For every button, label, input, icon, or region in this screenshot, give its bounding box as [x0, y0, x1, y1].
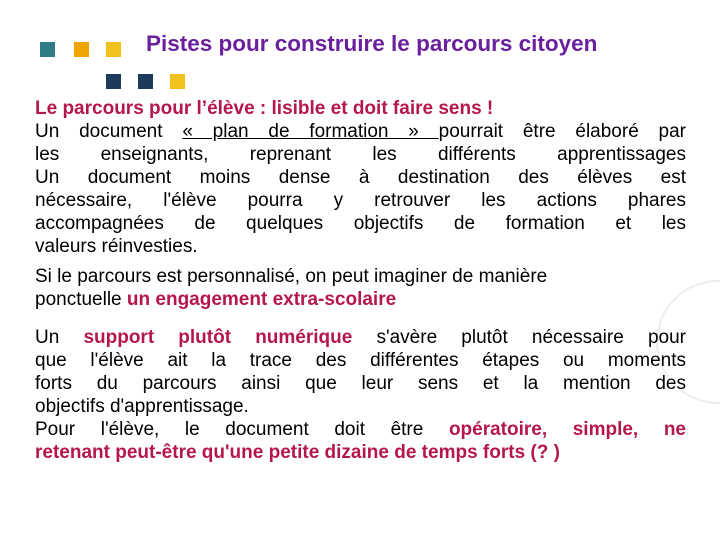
- para2-line: Si le parcours est personnalisé, on peut imaginer de manière: [35, 266, 548, 287]
- decor-square-navy: [138, 74, 153, 89]
- para1-heading: Le parcours pour l’élève : lisible et doit faire sens !: [35, 98, 494, 119]
- decor-square-yellow: [170, 74, 185, 89]
- highlight-operatoire: opératoire, simple, ne: [448, 419, 686, 440]
- text-span: s'avère plutôt nécessaire pour: [352, 327, 686, 348]
- para1-line: accompagnées de quelques objectifs de formation et les: [35, 213, 686, 234]
- para1-line: valeurs réinvesties.: [35, 236, 198, 257]
- decor-square-yellow: [106, 42, 121, 57]
- para1-line: les enseignants, reprenant les différents apprentissages: [35, 144, 686, 165]
- page-title: Pistes pour construire le parcours citoyen: [146, 31, 598, 56]
- para3-line: objectifs d'apprentissage.: [35, 396, 249, 417]
- plan-de-formation-link[interactable]: « plan de formation »: [182, 121, 439, 142]
- para3-line: que l'élève ait la trace des différentes étapes ou moments: [35, 350, 686, 371]
- para2-line: [35, 288, 686, 311]
- content-body: [35, 97, 686, 464]
- decor-square-navy: [106, 74, 121, 89]
- highlight-support-numerique: support plutôt numérique: [83, 327, 353, 348]
- highlight-extra-scolaire: un engagement extra-scolaire: [126, 289, 397, 310]
- para3-line: [35, 418, 686, 441]
- para1-line: nécessaire, l'élève pourra y retrouver les actions phares: [35, 190, 686, 211]
- para3-line: retenant peut-être qu'une petite dizaine de temps forts (? ): [35, 442, 560, 463]
- text-span: Un document: [35, 121, 183, 142]
- text-span: Pour l'élève, le document doit être: [35, 419, 449, 440]
- text-span: pourrait être élaboré par: [438, 121, 687, 142]
- para3-line: forts du parcours ainsi que leur sens et la mention des: [35, 373, 686, 394]
- text-span: ponctuelle: [35, 289, 127, 310]
- para1-line: Un document moins dense à destination des élèves est: [35, 167, 686, 188]
- decor-square-orange: [74, 42, 89, 57]
- para1-line: [35, 120, 686, 143]
- decor-square-teal: [40, 42, 55, 57]
- text-span: Un: [35, 327, 84, 348]
- para3-line: [35, 326, 686, 349]
